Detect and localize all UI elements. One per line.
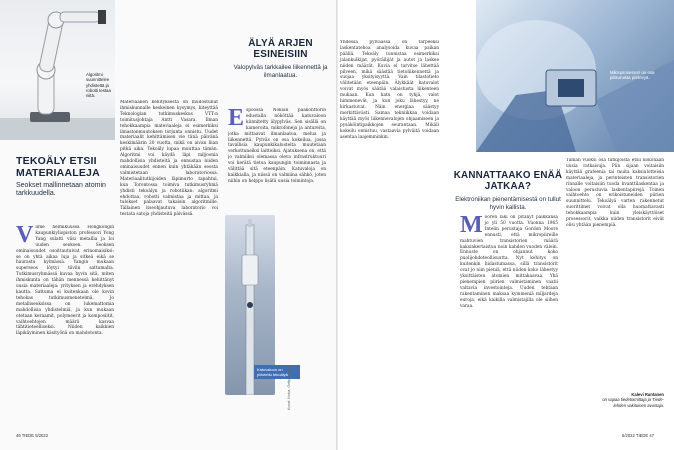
right-folio: 5/2022 TIEDE 47 [622, 433, 655, 438]
dropcap-m: M [460, 215, 483, 238]
photo-credit: Kuvat: Nokia, Getty Images [287, 366, 291, 410]
left-deck: Seokset mallinnetaan atomin tarkkuudella. [16, 182, 106, 198]
column-6 [566, 158, 664, 378]
column-2 [120, 100, 218, 425]
author-note: on vapaa tiedetoimittaja ja Tiede-lehden vakituinen avustaja. [602, 397, 664, 408]
middle-headline-line1: ÄLYÄ ARJEN [248, 38, 313, 49]
author-name: Kalevi Rantanen [631, 392, 664, 397]
middle-headline [228, 38, 333, 60]
robot-photo-caption: Algoritmi suunnittelee yhdistettä ja robotti testaa niitä. [86, 72, 111, 99]
middle-headline-line2: ESINEISIIN [253, 49, 308, 60]
column-6-text: Tämän vuoksi osa tutkijoista etsii kokonaan uusia ratkaisuja. Piin sijaan voitaisiin käyttää grafeenia tai muita kaksiulotteisia materiaaleja, ja perinteisten transistorien rinnalle voitaisiin tuoda kvanttilaskentaa ja valoon perustuvia laskentapiirejä. Toinen vaihtoehto on erikoistuneiden piirien suunnittelu. Tekoälyä varten rakennetut suorittimet voivat olla huomattavasti tehokkaampia kuin yleiskäyttöiset prosessorit, vaikka niiden transistorit eivät olisi yhtään pienempiä. [566, 158, 664, 228]
column-2-text: Materiaalien kehityksestä on mudostunut ihmiskunnalle keskeinen kysymys, kiteyttää Teknologian tutkimuskeskus VTT:n toimitusjohtaja Antti Vasara. Ilman tehokkaampia materiaaleja ei esimerkiksi ilmastonmuutoksen torjunta onnistu. Uudet materiaalit kehittämisen vie tänä päivänä keskimäärin 20 vuotta, mikä on aivan liian pitkä aika. Tekoäly lupaa muuttaa tämän. Algoritmi voi käydä läpi miljoonia mahdollisia yhdisteitä ja ennustaa niiden ominaisuudet ennen kuin yhtäkään seosta valmistetaan laboratoriossa. Materiaalitutkijoiden läpimurto tapahtui, kun Torontossa toimiva tutkimusryhmä yhdisti tekoälyn ja robotiikan: algoritmi ehdottaa, robotti valmistaa ja mittaa, ja tulokset palaavat takaisin algoritmille. Tällainen itseohjautuva laboratorio voi testata satoja yhdisteitä päivässä. [120, 100, 218, 218]
column-1-text: iime helmikuussa Hongkongin kaupunkiyliopiston professori Yong Yang sulatti viisi metallia ja loi uuden seoksen. Seoksen ominaisuudet osoittautuivat erinomaisiksi: se on yhtä aikaa luja ja sitkeä eikä se haurastu kylmässä. Yangin mukaan superseos löytyi tiiviin sattumalta. Tutkimusryhmässä kuvaa hyvin sitä, miten ihmiskunta on tähän mennessä kehittänyt uusia materiaaleja: yrityksen ja erehdyksen kautta. Sattuma ei kuitenkaan ole kovin tehokas tutkimusmenetelmä. Jo metalliseoksissa on lukemattomia mahdollisia yhdistelmiä, ja kun mukaan otetaan keraamit, polymeerit ja komposiitit, vaihtoehtojen määrä kasvaa tähtitieteelliseksi. Niiden kaikkien läpikäyminen käsityönä on mahdotonta. [16, 225, 114, 337]
middle-deck: Valopylväs tarkkailee liikennettä ja ilmanlaatua. [233, 64, 328, 79]
author-signature [590, 392, 664, 408]
dropcap-e: E [228, 108, 245, 131]
right-deck: Elektroniikan pienentämisestä on tullut hyvin kallista. [455, 196, 561, 211]
column-3 [228, 108, 326, 208]
left-headline: TEKOÄLY ETSII MATERIAALEJA [16, 155, 100, 179]
pole-photo-caption: Katuvaloon on piilotettu tekoälyä. [254, 365, 300, 379]
column-4-text: Yhdessä pylväässä on tarpeeksi laskentatehoa analysoida kuvaa paikan päällä. Tekoäly tunnistaa esimerkiksi jalankulkijat, pyöräilijät ja autot ja laskee niiden määrät. Kuvia ei tarvitse lähettää pilveen, mikä säästää tietoliikennettä ja suojaa yksityisyyttä. Vain tilastotieto välitetään eteenpäin. Älykkäät katuvalot voivat myös säätää valaistusta liikenteen mukaan. Kun katu on tyhjä, valot himmenevät, ja kun joku lähestyy, ne kirkastuvat. Näin energiaa säästyy merkittävästi. Samaa tekniikkaa voidaan käyttää myös liikennevalojen ohjaamiseen ja pysäköintipaikkojen seurantaan. Mikäli kokeilu onnistuu, vastaavia pylväitä voidaan asentaa laajemminkin. [340, 40, 439, 140]
robot-arm-photo [0, 0, 115, 140]
column-3-text: spoossa Nokian pääkonttorin edustalla nököttää katuvaloon kiinnitetty älypylväs. Sen sisällä on kameroita, mikrofoneja ja antureita, jotka mittaavat ilmanlaatua, melua ja liikennettä. Pylväs on osa kokeilua, jossa tavallisia kaupunkikalusteita muutetaan verkottuneiksi laitteiksi. Ajatuksena on, että jo valmiiksi olemassa oleva infrastruktuuri voi kerätä tietoa kaupungin toiminnasta ja välittää sitä eteenpäin. Katuvaloja on kaikkialla, ja niissä on valmiina sähkö, joten niihin on helppo lisätä uusia toimintoja. [228, 108, 326, 184]
lab-photo-caption: Mikroprosessori on osa pikkuruista piirilevyä. [610, 70, 655, 81]
column-1 [16, 225, 114, 425]
column-5 [460, 215, 558, 425]
column-5-text: ooren laki on pitänyt paikkansa jo yli 50 vuotta. Vuonna 1965 Intelin perustaja Gordon Moore ennusti, että mikropiireille mahtuvien transistorien määrä kaksinkertaistuu noin kahden vuoden välein. Ennuste on ohjannut koko puolijohdeteollisuutta. Nyt kehitys on kuitenkin hidastumassa, sillä transistorit ovat jo niin pieniä, että niiden koko lähestyy yksittäisten atomien mittakaavaa. Yhä pienempien piirien valmistaminen vaatii valtavia investointeja. Uuden tehtaan rakentaminen maksaa kymmeniä miljardeja euroja, eikä kaikilla valmistajilla ole siihen varaa. [460, 215, 558, 309]
left-folio: 46 TIEDE 5/2022 [16, 433, 49, 438]
dropcap-v: V [16, 225, 34, 248]
column-4 [336, 40, 439, 425]
right-headline: KANNATTAAKO ENÄÄ JATKAA? [453, 170, 563, 192]
